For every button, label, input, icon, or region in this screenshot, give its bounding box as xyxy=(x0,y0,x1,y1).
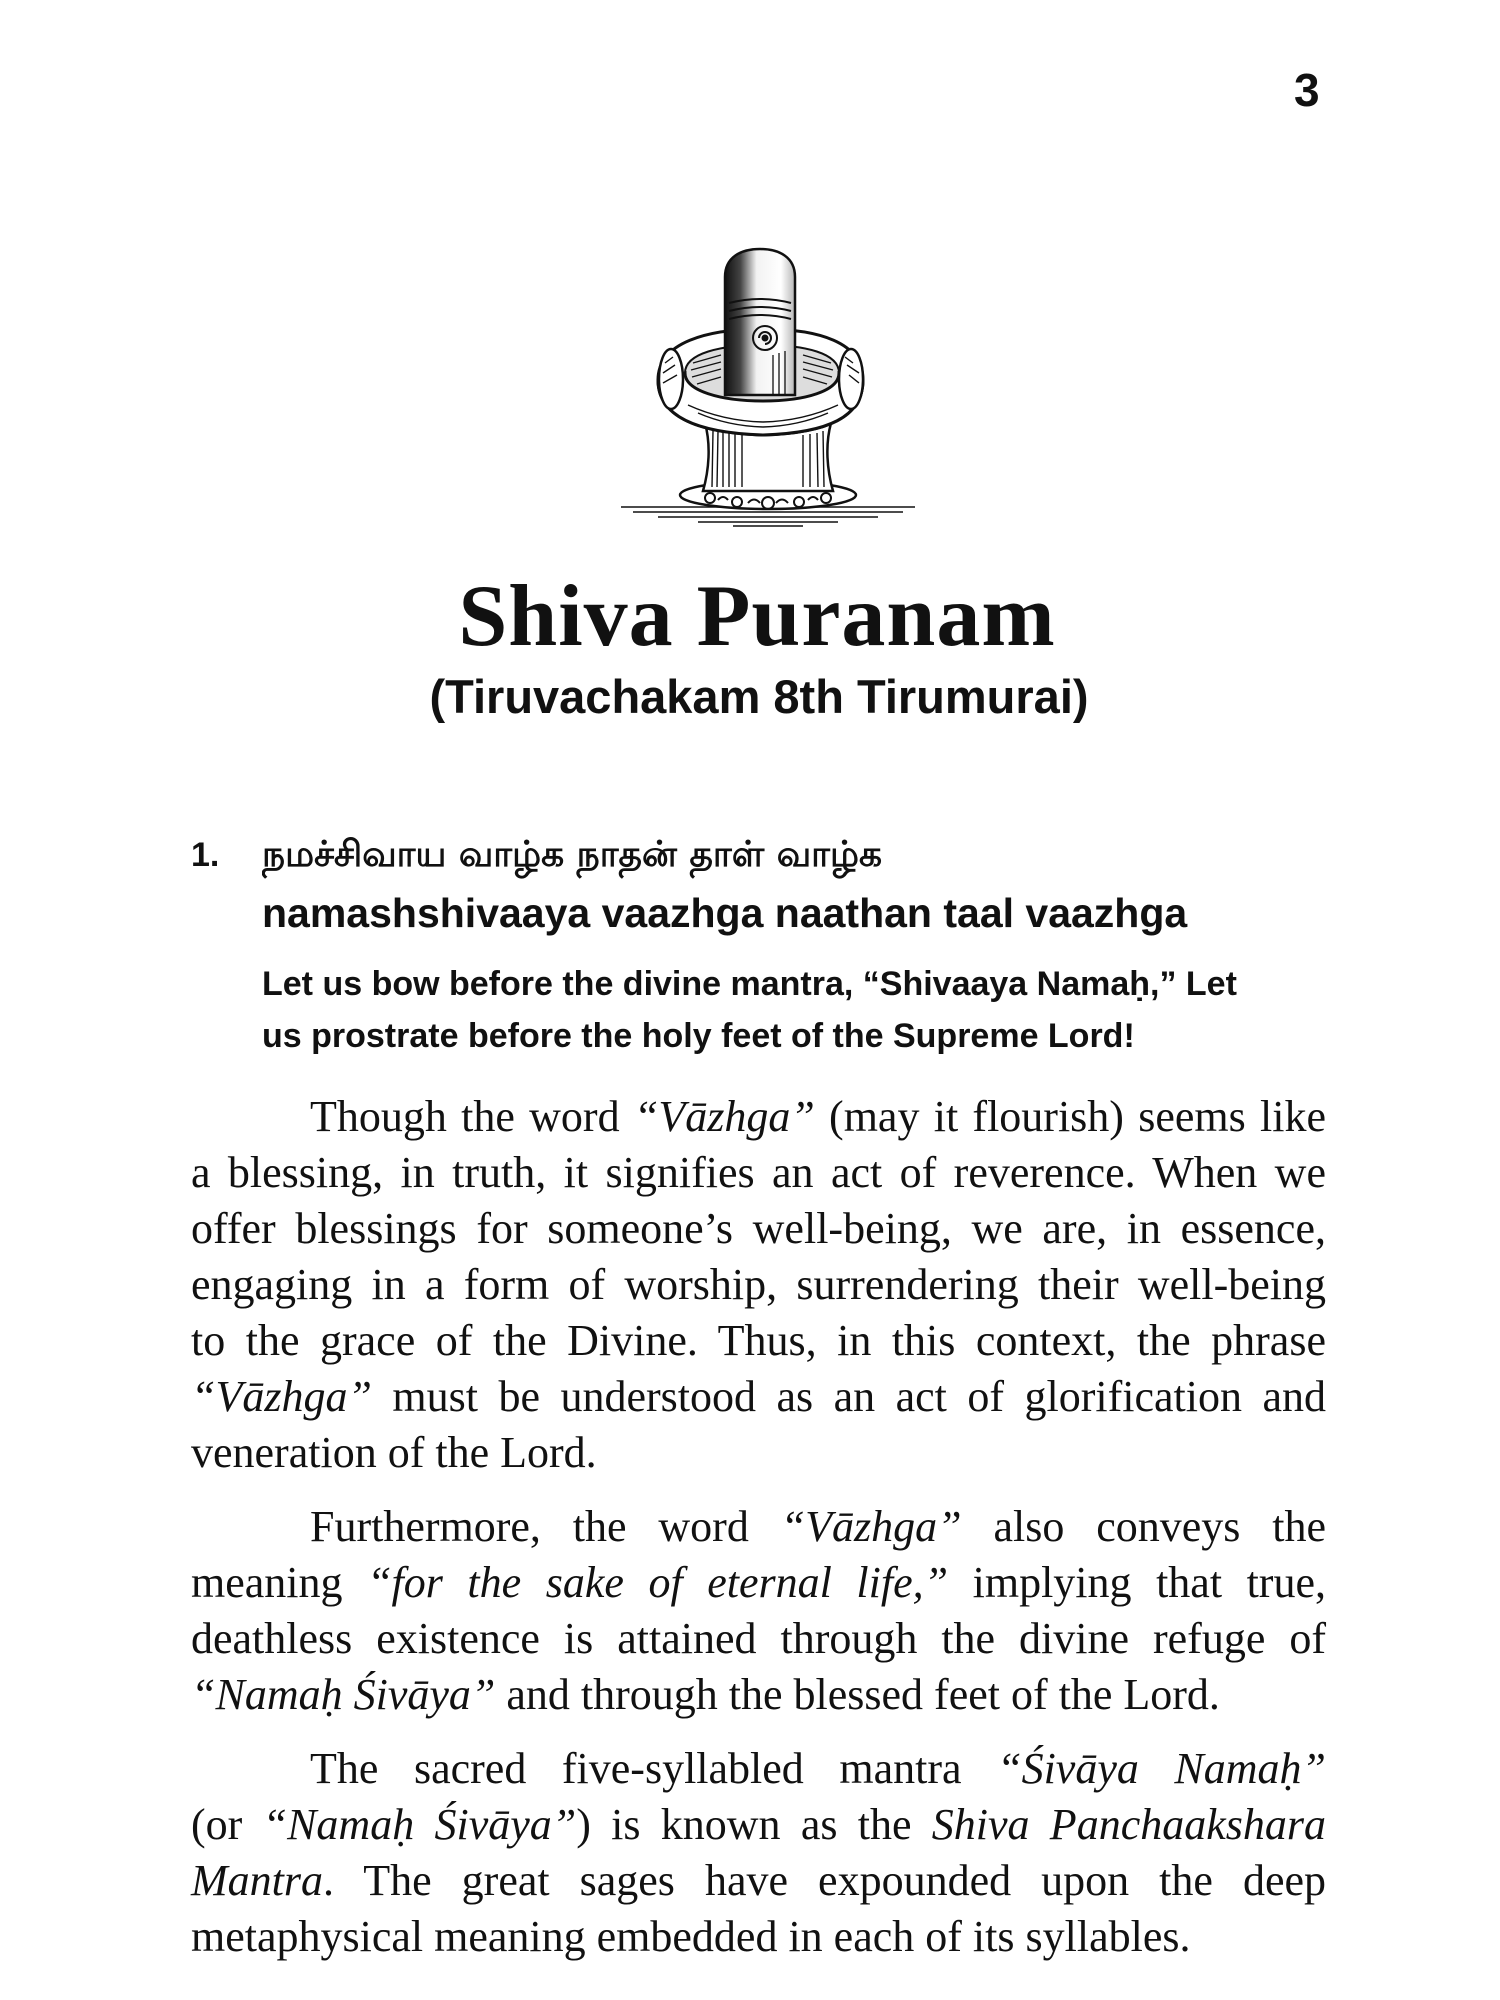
shiva-lingam-icon xyxy=(613,245,923,530)
emphasized-text: “Vāzhga” xyxy=(780,1502,962,1551)
body-text: to the grace of the Divine. Thus, in this context, the phrase xyxy=(191,1316,1326,1365)
commentary-paragraph xyxy=(191,1741,1326,1965)
paragraph-line xyxy=(191,1611,1326,1667)
emphasized-text: “Vāzhga” xyxy=(633,1092,815,1141)
body-text: veneration of the Lord. xyxy=(191,1428,597,1477)
paragraph-line xyxy=(191,1257,1326,1313)
emphasized-text: “for the sake of eternal life,” xyxy=(367,1558,949,1607)
body-text: implying that true, xyxy=(948,1558,1326,1607)
page-title: Shiva Puranam xyxy=(458,568,1056,665)
body-text: engaging in a form of worship, surrendering their well-being xyxy=(191,1260,1326,1309)
body-text: metaphysical meaning embedded in each of its syllables. xyxy=(191,1912,1191,1961)
body-text: also conveys the xyxy=(961,1502,1326,1551)
paragraph-line xyxy=(191,1499,1326,1555)
body-text: (or xyxy=(191,1800,263,1849)
paragraph-line xyxy=(191,1369,1326,1425)
verse-number: 1. xyxy=(191,836,220,874)
verse-translation: Let us bow before the divine mantra, “Shivaaya Namaḥ,” Let us prostrate before the holy feet of the Supreme Lord! xyxy=(262,965,1237,1055)
emphasized-text: “Śivāya Namaḥ” xyxy=(997,1744,1327,1793)
body-text: (may it flourish) seems like xyxy=(814,1092,1326,1141)
paragraph-line xyxy=(191,1667,1326,1723)
emphasized-text: “Namaḥ Śivāya” xyxy=(191,1670,496,1719)
body-text: The sacred five-syllabled mantra xyxy=(310,1744,998,1793)
paragraph-line xyxy=(191,1797,1326,1853)
body-text: and through the blessed feet of the Lord. xyxy=(495,1670,1220,1719)
verse-transliteration: namashshivaaya vaazhga naathan taal vaazhga xyxy=(262,890,1188,936)
commentary-paragraph xyxy=(191,1089,1326,1481)
paragraph-line xyxy=(191,1741,1326,1797)
emphasized-text: “Vāzhga” xyxy=(191,1372,372,1421)
body-text: deathless existence is attained through the divine refuge of xyxy=(191,1614,1326,1663)
page-subtitle: (Tiruvachakam 8th Tirumurai) xyxy=(429,670,1089,723)
body-text: a blessing, in truth, it signifies an act of reverence. When we xyxy=(191,1148,1326,1197)
body-text: meaning xyxy=(191,1558,368,1607)
verse-tamil-text: நமச்சிவாய வாழ்க நாதன் தாள் வாழ்க xyxy=(262,834,882,875)
commentary-paragraph xyxy=(191,1499,1326,1723)
body-text: . The great sages have expounded upon the deep xyxy=(323,1856,1326,1905)
paragraph-line xyxy=(191,1089,1326,1145)
body-text: Furthermore, the word xyxy=(310,1502,781,1551)
emphasized-text: Mantra xyxy=(191,1856,323,1905)
body-text: Though the word xyxy=(310,1092,634,1141)
paragraph-line xyxy=(191,1425,1326,1481)
page-number: 3 xyxy=(1294,64,1320,116)
paragraph-line xyxy=(191,1555,1326,1611)
paragraph-line xyxy=(191,1201,1326,1257)
paragraph-line xyxy=(191,1853,1326,1909)
body-text: ) is known as the xyxy=(576,1800,932,1849)
emphasized-text: “Namaḥ Śivāya” xyxy=(262,1800,577,1849)
shiva-lingam-illustration xyxy=(613,245,923,530)
body-text: must be understood as an act of glorification and xyxy=(371,1372,1326,1421)
paragraph-line xyxy=(191,1145,1326,1201)
body-text: offer blessings for someone’s well-being, we are, in essence, xyxy=(191,1204,1326,1253)
paragraph-line xyxy=(191,1313,1326,1369)
commentary xyxy=(191,1089,1326,1965)
emphasized-text: Shiva Panchaakshara xyxy=(931,1800,1326,1849)
paragraph-line xyxy=(191,1909,1326,1965)
